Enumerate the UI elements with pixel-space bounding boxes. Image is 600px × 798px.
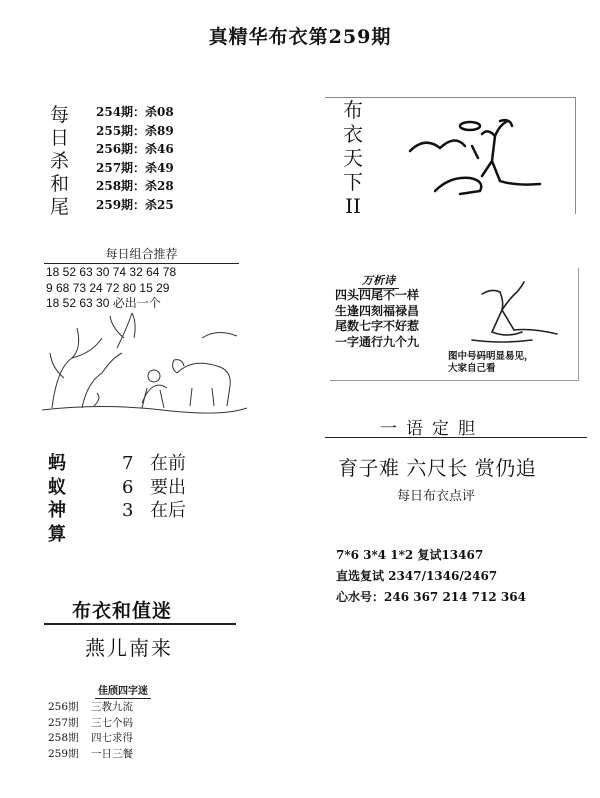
buyi-title	[341, 98, 365, 218]
kill-tail-item: 256期：杀46	[96, 142, 174, 156]
combo-row: 18 52 63 30 必出一个	[46, 296, 161, 310]
number-picks	[336, 545, 526, 608]
four-char-item	[48, 731, 133, 747]
ant-god-title-char: 算	[48, 523, 66, 545]
yiyu-heading: 一语定胆	[380, 419, 484, 439]
tree-sketch-icon	[400, 106, 550, 206]
four-char-period: 259期	[48, 747, 79, 760]
riddle-heading: 布衣和值迷	[72, 600, 173, 622]
poem-line: 一字通行九个九	[335, 334, 420, 349]
poem-line: 生逢四刻福禄昌	[335, 303, 420, 318]
poem-lines	[335, 288, 419, 350]
combo-heading: 每日组合推荐	[44, 245, 239, 264]
four-char-list	[48, 700, 133, 762]
ant-god-list	[122, 452, 186, 523]
buyi-title-char: 衣	[343, 122, 363, 146]
kill-tail-item: 255期：杀89	[96, 123, 174, 138]
ant-god-item	[122, 499, 186, 523]
four-char-heading: 佳颀四字迷	[95, 682, 151, 699]
four-char-item	[48, 700, 133, 716]
yiyu-answer: 育子难 六尺长 赏仍追	[338, 456, 537, 480]
four-char-period: 258期	[48, 732, 79, 744]
poem-note-line: 图中号码明显易见，	[448, 351, 534, 362]
poem-heading: 万析诗	[358, 272, 399, 289]
riddle-divider	[44, 623, 236, 625]
kill-tail-title-char: 和	[50, 173, 70, 195]
number-line: 7*6 3*4 1*2 复试13467	[336, 548, 484, 562]
number-line: 直选复试 2347/1346/2467	[336, 569, 498, 583]
kill-tail-title-char: 日	[50, 127, 70, 149]
ant-god-item	[122, 476, 186, 500]
buyi-title-char: 布	[343, 98, 363, 122]
kill-tail-title-char: 尾	[50, 196, 70, 218]
ant-god-number: 6	[122, 476, 134, 498]
kill-tail-title-char: 杀	[50, 150, 70, 172]
four-char-period: 256期	[48, 701, 79, 713]
ant-god-item	[122, 452, 186, 476]
ant-god-title	[48, 452, 72, 546]
buyi-title-char: 下	[343, 170, 363, 194]
four-char-text: 一日三餐	[91, 747, 133, 760]
yiyu-subtitle: 每日布衣点评	[397, 489, 476, 504]
four-char-item	[48, 747, 133, 763]
pasture-illustration	[42, 298, 247, 418]
buyi-title-char: II	[345, 194, 361, 218]
four-char-period: 257期	[48, 716, 79, 729]
ant-god-text: 要出	[150, 476, 186, 498]
ant-god-text: 在前	[150, 453, 186, 474]
poem-note-line: 大家自己看	[448, 363, 496, 374]
kill-tail-item: 254期：杀08	[96, 105, 174, 119]
small-tree-sketch-icon	[462, 280, 562, 350]
riddle-answer: 燕儿南来	[85, 636, 173, 660]
combo-row: 18 52 63 30 74 32 64 78	[46, 265, 177, 279]
kill-tail-item: 257期：杀49	[96, 160, 174, 175]
poem-line: 四头四尾不一样	[335, 288, 420, 302]
page-title: 真精华布衣第259期	[208, 26, 392, 48]
number-line: 心水号：246 367 214 712 364	[336, 590, 526, 604]
four-char-item	[48, 716, 133, 732]
yiyu-divider	[325, 437, 587, 438]
four-char-text: 四七求得	[91, 732, 133, 744]
poem-note	[448, 351, 558, 375]
ant-god-number: 3	[122, 500, 134, 521]
ant-god-title-char: 神	[48, 500, 66, 521]
poem-line: 尾数七字不好惹	[335, 319, 420, 333]
kill-tail-title-char: 每	[50, 104, 70, 126]
kill-tail-item: 258期：杀28	[96, 179, 174, 193]
kill-tail-list	[96, 103, 174, 214]
four-char-text: 三教九流	[91, 701, 133, 713]
ant-god-text: 在后	[150, 500, 186, 521]
buyi-title-char: 天	[343, 146, 363, 170]
kill-tail-title	[50, 104, 74, 219]
kill-tail-item: 259期：杀25	[96, 197, 174, 212]
combo-row: 9 68 73 24 72 80 15 29	[46, 280, 170, 295]
ant-god-title-char: 蚂	[48, 453, 66, 474]
four-char-text: 三七个码	[91, 716, 133, 729]
ant-god-number: 7	[122, 453, 134, 474]
ant-god-title-char: 蚁	[48, 476, 66, 498]
